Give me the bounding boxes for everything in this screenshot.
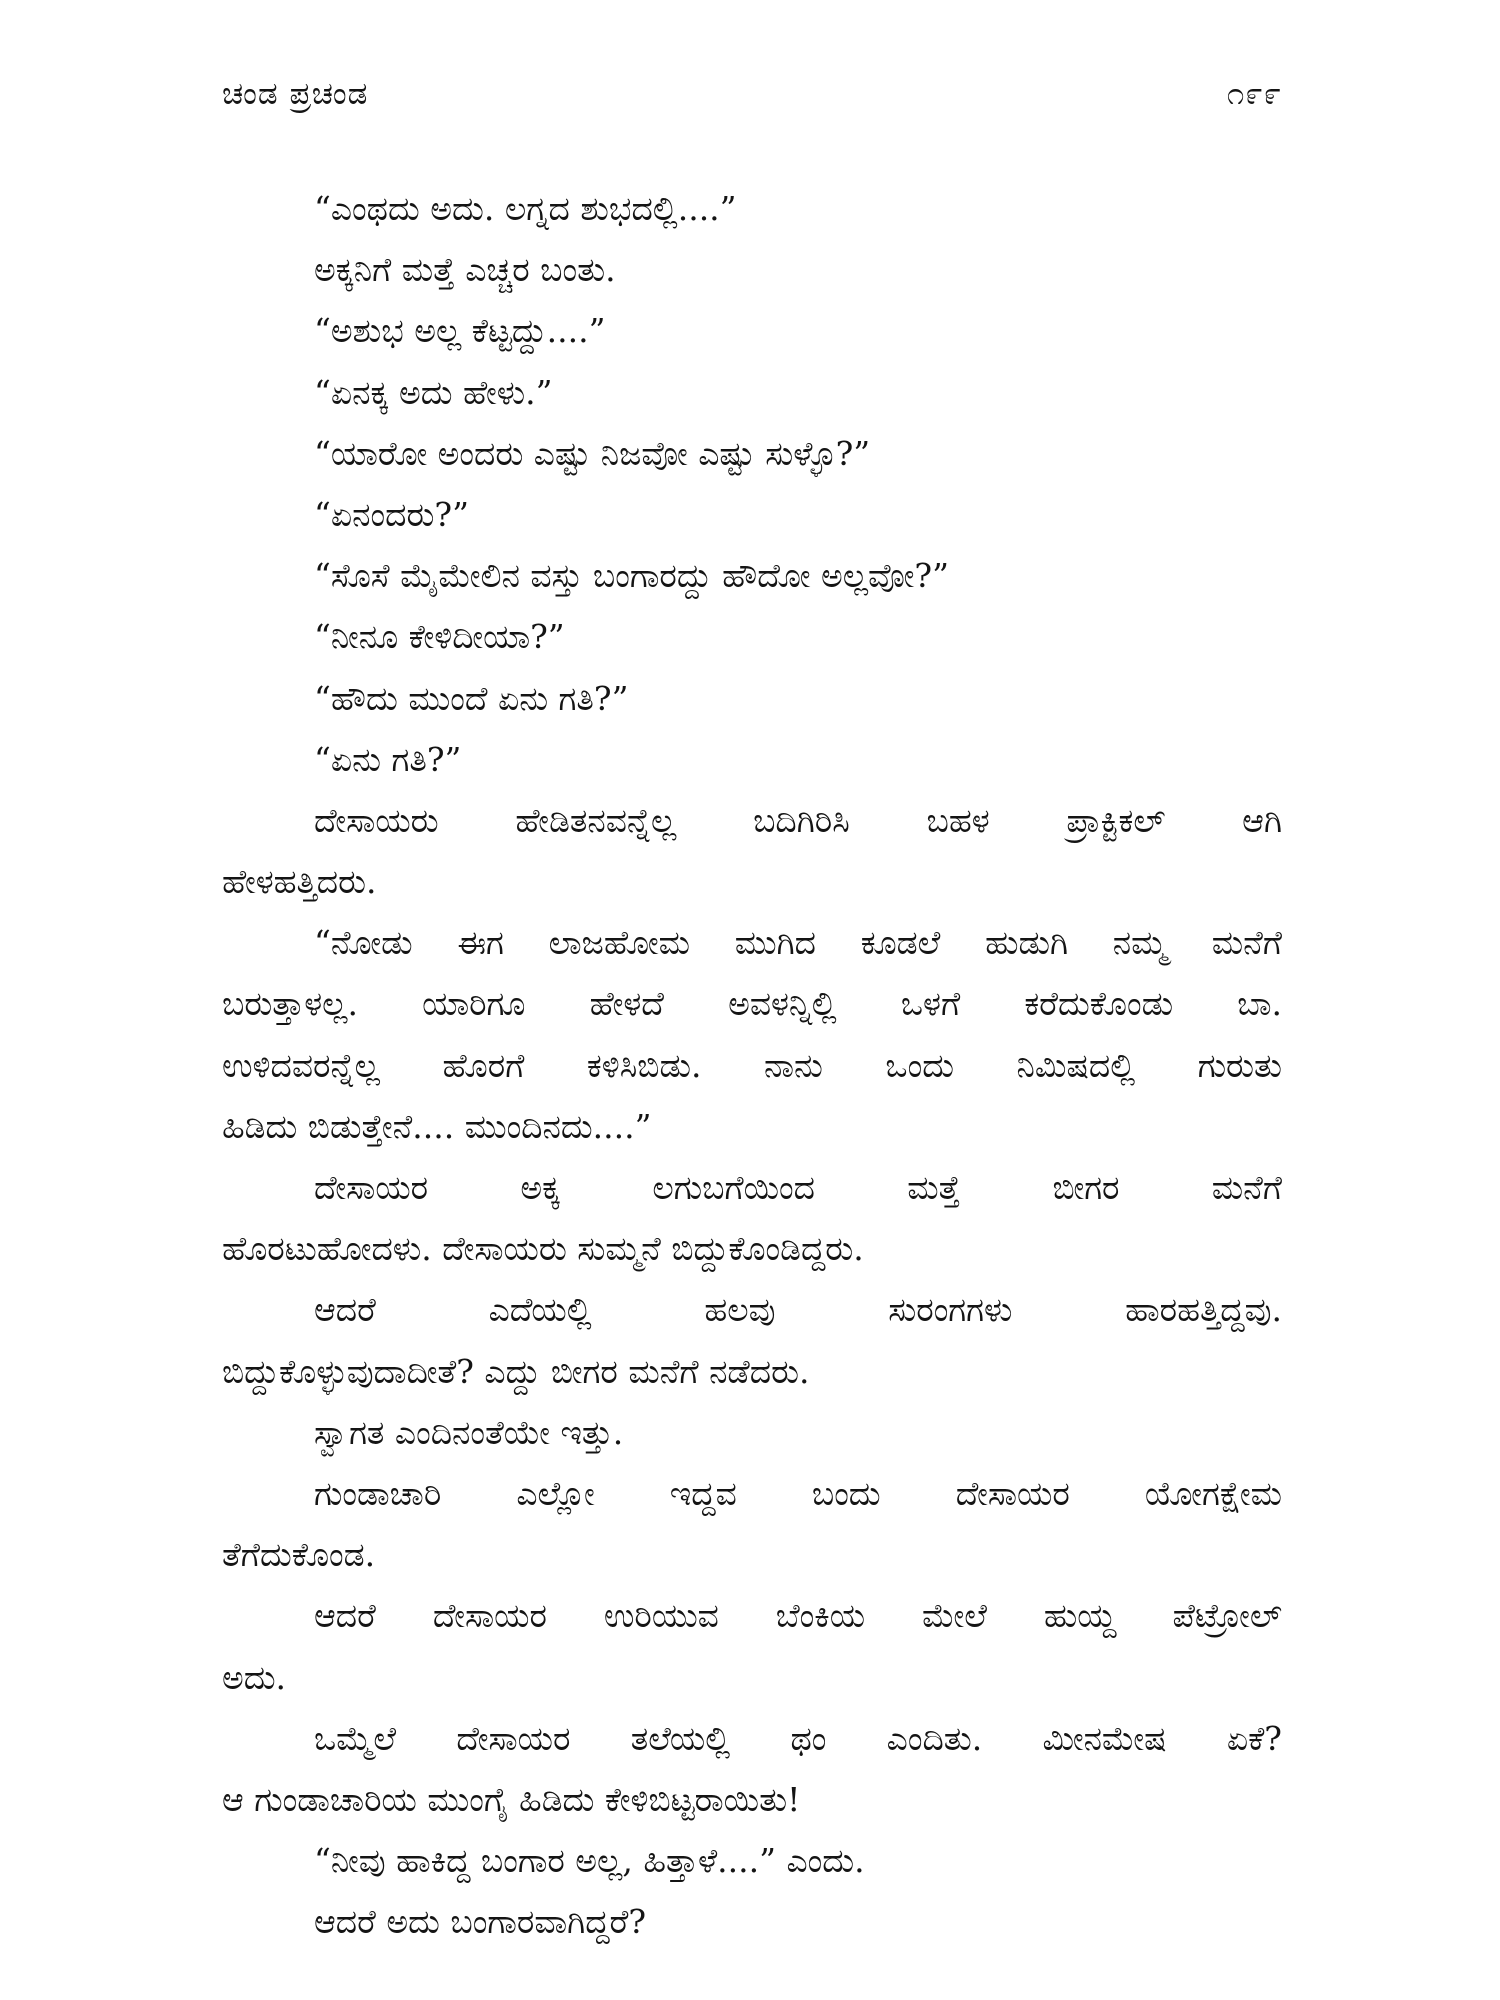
text-line: ಬರುತ್ತಾಳಲ್ಲ. ಯಾರಿಗೂ ಹೇಳದೆ ಅವಳನ್ನಿಲ್ಲಿ ಒಳಗೆ ಕರೆದುಕೊಂಡು ಬಾ. [222,984,1282,1024]
text-line: ಅಕ್ಕನಿಗೆ ಮತ್ತೆ ಎಚ್ಚರ ಬಂತು. [314,250,616,290]
text-line: ದೇಸಾಯರು ಹೇಡಿತನವನ್ನೆಲ್ಲ ಬದಿಗಿರಿಸಿ ಬಹಳ ಪ್ರಾಕ್ಟಿಕಲ್ ಆಗಿ [314,800,1282,840]
text-line: ಬಿದ್ದುಕೊಳ್ಳುವುದಾದೀತೆ? ಎದ್ದು ಬೀಗರ ಮನೆಗೆ ನಡೆದರು. [222,1351,810,1391]
text-line: ದೇಸಾಯರ ಅಕ್ಕ ಲಗುಬಗೆಯಿಂದ ಮತ್ತೆ ಬೀಗರ ಮನೆಗೆ [314,1168,1282,1207]
text-line: “ಯಾರೋ ಅಂದರು ಎಷ್ಟು ನಿಜವೋ ಎಷ್ಟು ಸುಳ್ಳೊ?” [314,433,871,473]
text-line: “ಸೊಸೆ ಮೈಮೇಲಿನ ವಸ್ತು ಬಂಗಾರದ್ದು ಹೌದೋ ಅಲ್ಲವೋ?” [314,556,949,596]
text-line: “ನೀವು ಹಾಕಿದ್ದ ಬಂಗಾರ ಅಲ್ಲ, ಹಿತ್ತಾಳೆ....” ಎಂದು. [314,1841,865,1881]
text-line: “ಎಂಥದು ಅದು. ಲಗ್ನದ ಶುಭದಲ್ಲಿ....” [314,189,737,228]
text-line: “ಏನಕ್ಕ ಅದು ಹೇಳು.” [314,372,553,412]
text-line: ಆದರೆ ಎದೆಯಲ್ಲಿ ಹಲವು ಸುರಂಗಗಳು ಹಾರಹತ್ತಿದ್ದವು. [314,1290,1282,1330]
page-number: ೧೯೯ [1226,76,1282,112]
text-line: ಹೊರಟುಹೋದಳು. ದೇಸಾಯರು ಸುಮ್ಮನೆ ಬಿದ್ದುಕೊಂಡಿದ್ದರು. [222,1229,864,1269]
text-line: “ಹೌದು ಮುಂದೆ ಏನು ಗತಿ?” [314,678,629,718]
body-text [222,178,1282,1952]
text-line: ತೆಗೆದುಕೊಂಡ. [222,1535,376,1575]
text-line: ಆದರೆ ದೇಸಾಯರ ಉರಿಯುವ ಬೆಂಕಿಯ ಮೇಲೆ ಹುಯ್ದ ಪೆಟ್ರೋಲ್ [314,1596,1282,1636]
text-line: “ನೀನೂ ಕೇಳಿದೀಯಾ?” [314,617,565,657]
text-line: “ಏನು ಗತಿ?” [314,739,462,779]
text-line: “ಅಶುಭ ಅಲ್ಲ ಕೆಟ್ಟದ್ದು....” [314,311,606,351]
text-line: ಗುಂಡಾಚಾರಿ ಎಲ್ಲೋ ಇದ್ದವ ಬಂದು ದೇಸಾಯರ ಯೋಗಕ್ಷೇಮ [314,1473,1282,1513]
text-line: ಆ ಗುಂಡಾಚಾರಿಯ ಮುಂಗೈ ಹಿಡಿದು ಕೇಳಿಬಿಟ್ಟರಾಯಿತು! [222,1779,801,1819]
text-line: “ಏನಂದರು?” [314,494,469,534]
running-title: ಚಂಡ ಪ್ರಚಂಡ [222,76,369,112]
text-line: ಉಳಿದವರನ್ನೆಲ್ಲ ಹೊರಗೆ ಕಳಿಸಿಬಿಡು. ನಾನು ಒಂದು ನಿಮಿಷದಲ್ಲಿ ಗುರುತು [222,1045,1282,1085]
text-line: “ನೋಡು ಈಗ ಲಾಜಹೋಮ ಮುಗಿದ ಕೂಡಲೆ ಹುಡುಗಿ ನಮ್ಮ ಮನೆಗೆ [314,923,1282,963]
page-header [222,70,1282,118]
text-line: ಹಿಡಿದು ಬಿಡುತ್ತೇನೆ.... ಮುಂದಿನದು....” [222,1106,652,1146]
text-line: ಸ್ವಾಗತ ಎಂದಿನಂತೆಯೇ ಇತ್ತು. [314,1412,624,1452]
text-line: ಆದರೆ ಅದು ಬಂಗಾರವಾಗಿದ್ದರೆ? [314,1902,647,1942]
text-line: ಒಮ್ಮೆಲೆ ದೇಸಾಯರ ತಲೆಯಲ್ಲಿ ಥಂ ಎಂದಿತು. ಮೀನಮೇಷ ಏಕೆ? [314,1718,1282,1758]
text-line: ಹೇಳಹತ್ತಿದರು. [222,862,377,902]
text-line: ಅದು. [222,1657,287,1697]
